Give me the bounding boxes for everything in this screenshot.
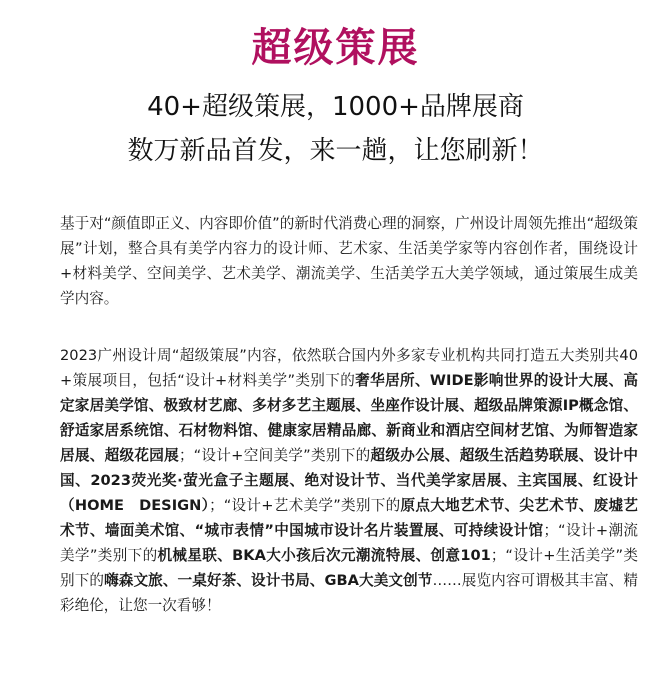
- text-segment: ；“设计+潮流美学”类别下的: [60, 522, 639, 564]
- material-aesthetics-exhibitions: 奢华居所、WIDE影响世界的设计大展、高定家居美学馆、极致材艺廊、多材多艺主题展、坐座作设计展、超级品牌策源IP概念馆、舒适家居系统馆、石材物料馆、健康家居精品廊、新商业和酒店空间材艺馆、为师智造家居展、超级花园展: [60, 372, 638, 464]
- exhibitions-paragraph: [60, 343, 638, 618]
- text-segment: ……展览内容可谓极其丰富、精彩绝伦，让您一次看够！: [60, 572, 638, 614]
- trend-aesthetics-exhibitions: 机械星联、BKA大小孩后次元潮流特展、创意101: [157, 547, 491, 564]
- subtitle-line-1: 40+超级策展，1000+品牌展商: [147, 92, 524, 122]
- text-segment: 2023广州设计周“超级策展”内容，依然联合国内外多家专业机构共同打造五大类别共40+策展项目，包括“设计+材料美学”类别下的: [60, 347, 638, 389]
- intro-paragraph: 基于对“颜值即正义、内容即价值”的新时代消费心理的洞察，广州设计周领先推出“超级策展”计划，整合具有美学内容力的设计师、艺术家、生活美学家等内容创作者，围绕设计+材料美学、空间美学、艺术美学、潮流美学、生活美学五大美学领域，通过策展生成美学内容。: [60, 215, 638, 307]
- subtitle-line-2: 数万新品首发，来一趟，让您刷新！: [127, 136, 544, 166]
- art-aesthetics-exhibitions: 原点大地艺术节、尖艺术节、废墟艺术节、墙面美术馆、“城市表情”中国城市设计名片装置展、可持续设计馆: [60, 497, 638, 539]
- text-segment: ；“设计+艺术美学”类别下的: [209, 497, 401, 514]
- page-title: 超级策展: [251, 25, 420, 71]
- text-segment: ；“设计+空间美学”类别下的: [179, 447, 371, 464]
- text-segment: ；“设计+生活美学”类别下的: [60, 547, 638, 589]
- life-aesthetics-exhibitions: 嗨森文旅、一桌好茶、设计书局、GBA大美文创节: [104, 572, 433, 589]
- space-aesthetics-exhibitions: 超级办公展、超级生活趋势联展、设计中国、2023荧光奖·萤光盒子主题展、绝对设计节、当代美学家居展、主宾国展、红设计（HOME DESIGN）: [60, 447, 638, 514]
